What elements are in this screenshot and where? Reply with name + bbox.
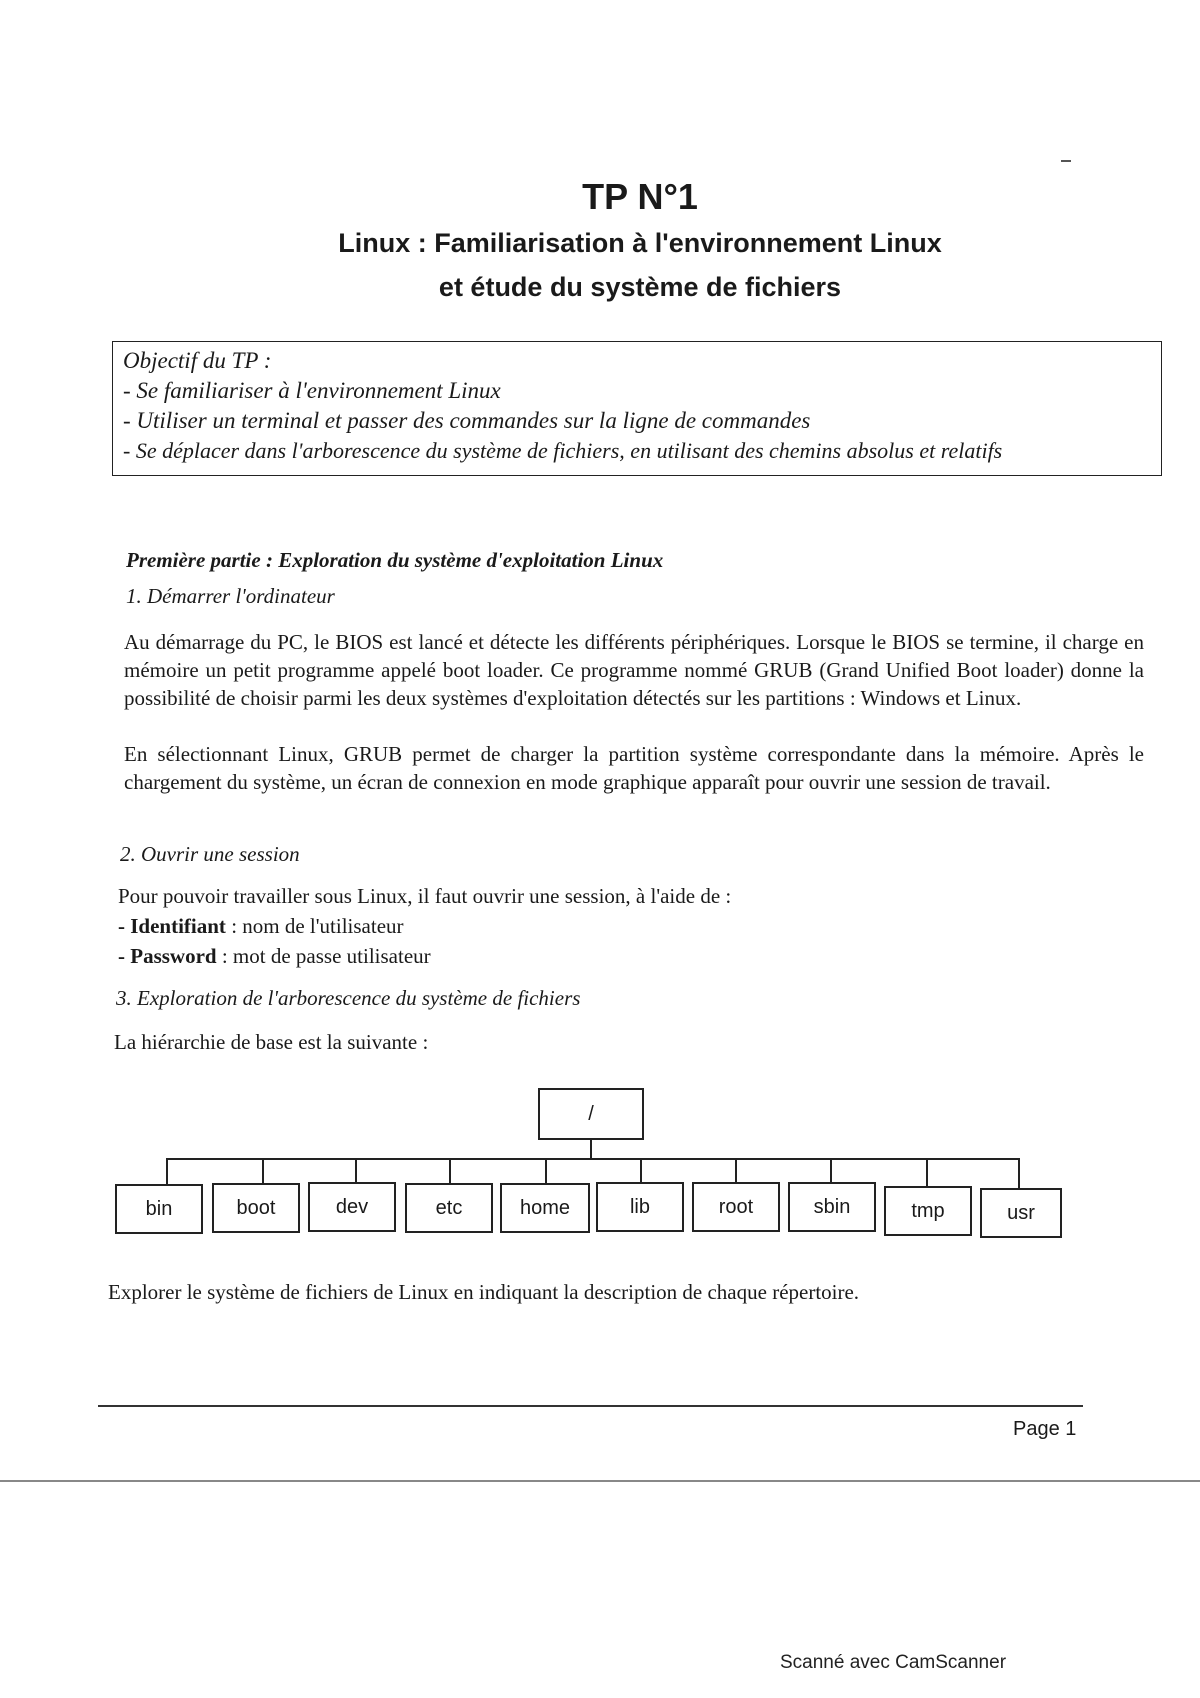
paragraph-grub xyxy=(124,740,1144,796)
item-text: : nom de l'utilisateur xyxy=(225,914,404,938)
objectives-heading: Objectif du TP : xyxy=(123,348,272,373)
item-label: - Password xyxy=(118,944,217,968)
session-item-identifiant xyxy=(118,914,404,939)
paragraph-text: Au démarrage du PC, le BIOS est lancé et détecte les différents périphériques. Lorsque le BIOS se termine, il charge en mémoire un petit programme appelé boot loader. Ce programme nommé GRUB (Grand Unified Boot loader) donne la possibilité de choisir parmi les deux systèmes d'exploitation détectés sur les partitions : Windows et Linux. xyxy=(124,630,1144,710)
hierarchy-intro: La hiérarchie de base est la suivante : xyxy=(114,1030,429,1054)
exercise-instruction: Explorer le système de fichiers de Linux en indiquant la description de chaque répertoire. xyxy=(108,1280,860,1304)
tree-node-etc: etc xyxy=(405,1183,493,1233)
tree-node-boot: boot xyxy=(212,1183,300,1233)
scan-page-edge xyxy=(0,1480,1200,1482)
item-text: : mot de passe utilisateur xyxy=(216,944,431,968)
page-title: TP N°1 xyxy=(582,176,698,217)
tree-root-node: / xyxy=(538,1088,644,1140)
tree-node-bin: bin xyxy=(115,1184,203,1234)
tree-node-home: home xyxy=(500,1183,590,1233)
item-label: - Identifiant xyxy=(118,914,226,938)
objective-item: - Se familiariser à l'environnement Linux xyxy=(123,378,501,403)
tree-node-sbin: sbin xyxy=(788,1182,876,1232)
tree-node-usr: usr xyxy=(980,1188,1062,1238)
footer-divider xyxy=(98,1405,1083,1407)
objective-item: - Utiliser un terminal et passer des commandes sur la ligne de commandes xyxy=(123,408,811,433)
tree-node-lib: lib xyxy=(596,1182,684,1232)
scan-mark xyxy=(1061,160,1071,162)
section-title-3: 3. Exploration de l'arborescence du système de fichiers xyxy=(116,986,581,1010)
session-item-password xyxy=(118,944,431,969)
part-heading: Première partie : Exploration du système d'exploitation Linux xyxy=(126,548,664,572)
objective-item: - Se déplacer dans l'arborescence du système de fichiers, en utilisant des chemins absolus et relatifs xyxy=(123,438,1003,463)
camscanner-watermark: Scanné avec CamScanner xyxy=(780,1652,1007,1673)
tree-node-tmp: tmp xyxy=(884,1186,972,1236)
tree-node-root: root xyxy=(692,1182,780,1232)
section-title-1: 1. Démarrer l'ordinateur xyxy=(126,584,335,608)
subtitle-line-2: et étude du système de fichiers xyxy=(438,272,842,302)
session-intro: Pour pouvoir travailler sous Linux, il faut ouvrir une session, à l'aide de : xyxy=(118,884,732,908)
section-title-2: 2. Ouvrir une session xyxy=(120,842,300,866)
paragraph-text: En sélectionnant Linux, GRUB permet de charger la partition système correspondante dans la mémoire. Après le chargement du système, un écran de connexion en mode graphique apparaît pour ouvrir une session de travail. xyxy=(124,742,1144,794)
objectives-box xyxy=(112,341,1162,476)
page-number: Page 1 xyxy=(1013,1418,1077,1440)
subtitle-line-1: Linux : Familiarisation à l'environnement Linux xyxy=(338,228,942,258)
paragraph-bios xyxy=(124,628,1144,712)
tree-node-dev: dev xyxy=(308,1182,396,1232)
